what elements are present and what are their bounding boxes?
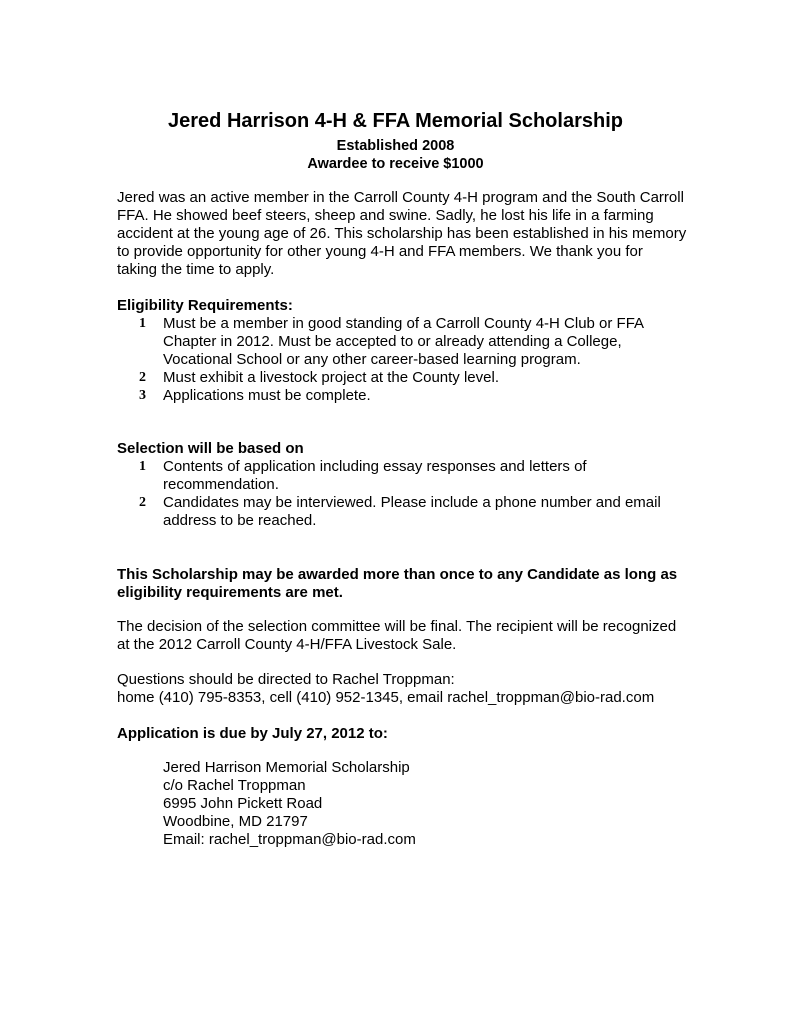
intro-paragraph: Jered was an active member in the Carroll County 4-H program and the South Carroll FFA. He showed beef steers, sheep and swine. Sadly, he lost his life in a farming accident at the young age of 26. This scholarship has been established in his memory to provide opportunity for other young 4-H and FFA members. We thank you for taking the time to apply. bbox=[117, 189, 687, 278]
eligibility-list bbox=[117, 315, 687, 405]
mailing-address bbox=[163, 759, 663, 849]
address-line: Jered Harrison Memorial Scholarship bbox=[163, 759, 410, 776]
selection-list bbox=[117, 458, 687, 530]
address-email-line: Email: rachel_troppman@bio-rad.com bbox=[163, 831, 416, 848]
questions-section bbox=[117, 671, 687, 707]
list-item-text: Must exhibit a livestock project at the County level. bbox=[163, 369, 499, 386]
list-number: 3 bbox=[139, 388, 146, 403]
eligibility-heading: Eligibility Requirements: bbox=[117, 297, 293, 314]
list-item bbox=[117, 315, 687, 369]
decision-paragraph: The decision of the selection committee will be final. The recipient will be recognized at the 2012 Carroll County 4-H/FFA Livestock Sale. bbox=[117, 618, 677, 653]
questions-line: Questions should be directed to Rachel Troppman: bbox=[117, 671, 455, 688]
list-item-text: Must be a member in good standing of a Carroll County 4-H Club or FFA Chapter in 2012. Must be accepted to or already attending a College, Vocational School or any other career-based learning program. bbox=[163, 315, 644, 368]
list-item-text: Applications must be complete. bbox=[163, 387, 371, 404]
list-number: 2 bbox=[139, 495, 146, 510]
list-item bbox=[117, 458, 687, 494]
due-date-heading: Application is due by July 27, 2012 to: bbox=[117, 725, 388, 742]
multiple-award-note: This Scholarship may be awarded more than once to any Candidate as long as eligibility requirements are met. bbox=[117, 566, 678, 601]
list-item bbox=[117, 387, 687, 405]
list-number: 1 bbox=[139, 316, 146, 331]
list-item bbox=[117, 369, 687, 387]
list-number: 1 bbox=[139, 459, 146, 474]
list-item bbox=[117, 494, 687, 530]
eligibility-section bbox=[117, 297, 687, 405]
contact-info-line: home (410) 795-8353, cell (410) 952-1345, email rachel_troppman@bio-rad.com bbox=[117, 689, 655, 706]
document-title: Jered Harrison 4-H & FFA Memorial Scholarship bbox=[168, 110, 623, 132]
address-line: Woodbine, MD 21797 bbox=[163, 813, 308, 830]
established-line: Established 2008 bbox=[336, 138, 455, 154]
selection-section bbox=[117, 440, 687, 530]
list-item-text: Contents of application including essay responses and letters of recommendation. bbox=[163, 458, 587, 493]
selection-heading: Selection will be based on bbox=[117, 440, 304, 457]
address-line: 6995 John Pickett Road bbox=[163, 795, 323, 812]
list-item-text: Candidates may be interviewed. Please include a phone number and email address to be reached. bbox=[163, 494, 661, 529]
address-line: c/o Rachel Troppman bbox=[163, 777, 306, 794]
list-number: 2 bbox=[139, 370, 146, 385]
award-amount-line: Awardee to receive $1000 bbox=[307, 156, 484, 172]
